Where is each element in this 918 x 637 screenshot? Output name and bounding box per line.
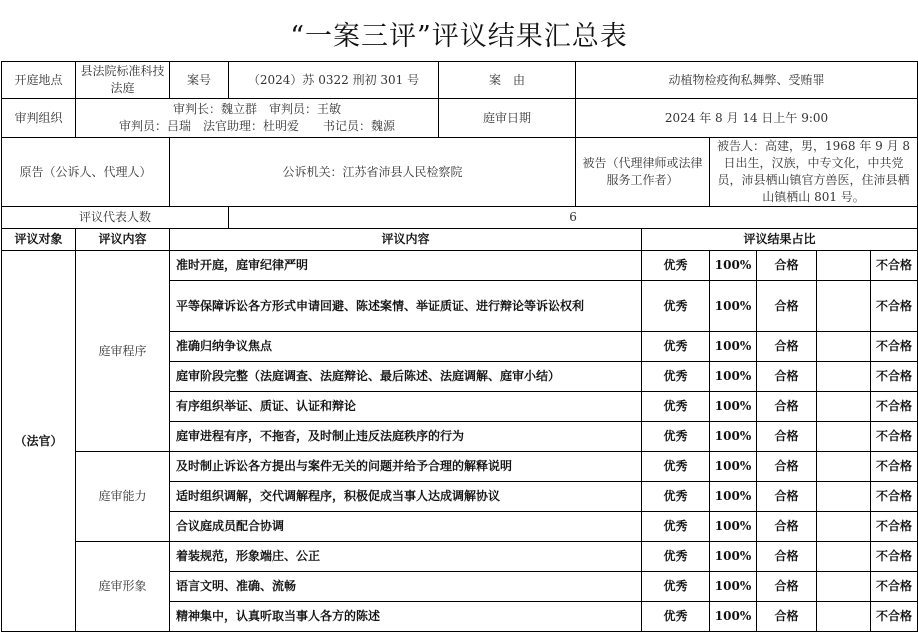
review-item: 适时组织调解，交代调解程序，积极促成当事人达成调解协议 <box>170 482 642 512</box>
excellent-label: 优秀 <box>642 542 710 572</box>
col-result-header: 评议结果占比 <box>642 229 918 251</box>
pass-pct <box>817 392 871 422</box>
excellent-label: 优秀 <box>642 281 710 332</box>
date-value: 2024 年 8 月 14 日上午 9:00 <box>576 99 918 138</box>
panel-line-2: 审判员：吕瑞 法官助理：杜明爱 书记员：魏源 <box>118 119 395 133</box>
fail-label: 不合格 <box>871 362 918 392</box>
venue-value: 县法院标准科技法庭 <box>76 62 170 99</box>
fail-label: 不合格 <box>871 512 918 542</box>
panel-members <box>76 99 439 138</box>
pass-label: 合格 <box>757 281 817 332</box>
fail-label: 不合格 <box>871 602 918 632</box>
defendant-value: 被告人：高建，男，1968 年 9 月 8 日出生，汉族，中专文化，中共党员，沛县栖山镇官方兽医，住沛县栖山镇栖山 801 号。 <box>710 138 918 207</box>
review-item: 精神集中，认真听取当事人各方的陈述 <box>170 602 642 632</box>
venue-label: 开庭地点 <box>2 62 76 99</box>
review-item: 有序组织举证、质证、认证和辩论 <box>170 392 642 422</box>
excellent-pct: 100% <box>710 251 757 281</box>
review-item: 语言文明、准确、流畅 <box>170 572 642 602</box>
panel-line-1: 审判长：魏立群 审判员：王敏 <box>172 102 341 116</box>
pass-pct <box>817 362 871 392</box>
review-item: 及时制止诉讼各方提出与案件无关的问题并给予合理的解释说明 <box>170 452 642 482</box>
defendant-label: 被告（代理律师或法律服务工作者） <box>576 138 710 207</box>
case-no-label: 案号 <box>170 62 229 99</box>
pass-label: 合格 <box>757 542 817 572</box>
excellent-pct: 100% <box>710 332 757 362</box>
plaintiff-value: 公诉机关：江苏省沛县人民检察院 <box>170 138 576 207</box>
excellent-pct: 100% <box>710 452 757 482</box>
pass-pct <box>817 542 871 572</box>
cause-label: 案 由 <box>439 62 576 99</box>
pass-pct <box>817 512 871 542</box>
pass-label: 合格 <box>757 512 817 542</box>
excellent-pct: 100% <box>710 542 757 572</box>
pass-label: 合格 <box>757 362 817 392</box>
pass-label: 合格 <box>757 482 817 512</box>
table-row <box>2 251 918 281</box>
plaintiff-label: 原告（公诉人、代理人） <box>2 138 170 207</box>
pass-pct <box>817 281 871 332</box>
fail-label: 不合格 <box>871 422 918 452</box>
pass-pct <box>817 422 871 452</box>
summary-table <box>1 61 918 632</box>
excellent-pct: 100% <box>710 281 757 332</box>
excellent-label: 优秀 <box>642 512 710 542</box>
review-item: 着装规范，形象端庄、公正 <box>170 542 642 572</box>
excellent-label: 优秀 <box>642 392 710 422</box>
col-target-header: 评议对象 <box>2 229 76 251</box>
review-item: 庭审阶段完整（法庭调查、法庭辩论、最后陈述、法庭调解、庭审小结） <box>170 362 642 392</box>
cause-value: 动植物检疫徇私舞弊、受贿罪 <box>576 62 918 99</box>
review-item: 准确归纳争议焦点 <box>170 332 642 362</box>
excellent-label: 优秀 <box>642 482 710 512</box>
pass-pct <box>817 572 871 602</box>
fail-label: 不合格 <box>871 392 918 422</box>
fail-label: 不合格 <box>871 281 918 332</box>
excellent-label: 优秀 <box>642 362 710 392</box>
pass-label: 合格 <box>757 332 817 362</box>
fail-label: 不合格 <box>871 332 918 362</box>
review-target: （法官） <box>2 251 76 632</box>
fail-label: 不合格 <box>871 572 918 602</box>
pass-pct <box>817 602 871 632</box>
fail-label: 不合格 <box>871 251 918 281</box>
excellent-pct: 100% <box>710 602 757 632</box>
table-row <box>2 452 918 482</box>
fail-label: 不合格 <box>871 542 918 572</box>
reviewers-value: 6 <box>229 207 918 229</box>
pass-label: 合格 <box>757 572 817 602</box>
section-name: 庭审能力 <box>76 452 170 542</box>
excellent-label: 优秀 <box>642 251 710 281</box>
excellent-pct: 100% <box>710 512 757 542</box>
excellent-pct: 100% <box>710 572 757 602</box>
excellent-label: 优秀 <box>642 452 710 482</box>
pass-label: 合格 <box>757 392 817 422</box>
panel-label: 审判组织 <box>2 99 76 138</box>
review-item: 庭审进程有序，不拖沓，及时制止违反法庭秩序的行为 <box>170 422 642 452</box>
excellent-pct: 100% <box>710 362 757 392</box>
table-row <box>2 542 918 572</box>
case-no-value: （2024）苏 0322 刑初 301 号 <box>229 62 439 99</box>
reviewers-label: 评议代表人数 <box>2 207 229 229</box>
excellent-pct: 100% <box>710 392 757 422</box>
date-label: 庭审日期 <box>439 99 576 138</box>
excellent-label: 优秀 <box>642 572 710 602</box>
review-item: 准时开庭，庭审纪律严明 <box>170 251 642 281</box>
col-content-header: 评议内容 <box>76 229 170 251</box>
excellent-label: 优秀 <box>642 332 710 362</box>
excellent-pct: 100% <box>710 422 757 452</box>
section-name: 庭审程序 <box>76 251 170 452</box>
fail-label: 不合格 <box>871 452 918 482</box>
fail-label: 不合格 <box>871 482 918 512</box>
excellent-label: 优秀 <box>642 422 710 452</box>
pass-pct <box>817 452 871 482</box>
page-title: “一案三评”评议结果汇总表 <box>290 21 628 52</box>
pass-label: 合格 <box>757 602 817 632</box>
section-name: 庭审形象 <box>76 542 170 632</box>
pass-pct <box>817 332 871 362</box>
col-detail-header: 评议内容 <box>170 229 642 251</box>
pass-label: 合格 <box>757 422 817 452</box>
excellent-pct: 100% <box>710 482 757 512</box>
pass-pct <box>817 251 871 281</box>
review-item: 平等保障诉讼各方形式申请回避、陈述案情、举证质证、进行辩论等诉讼权利 <box>170 281 642 332</box>
pass-pct <box>817 482 871 512</box>
pass-label: 合格 <box>757 452 817 482</box>
review-item: 合议庭成员配合协调 <box>170 512 642 542</box>
pass-label: 合格 <box>757 251 817 281</box>
excellent-label: 优秀 <box>642 602 710 632</box>
